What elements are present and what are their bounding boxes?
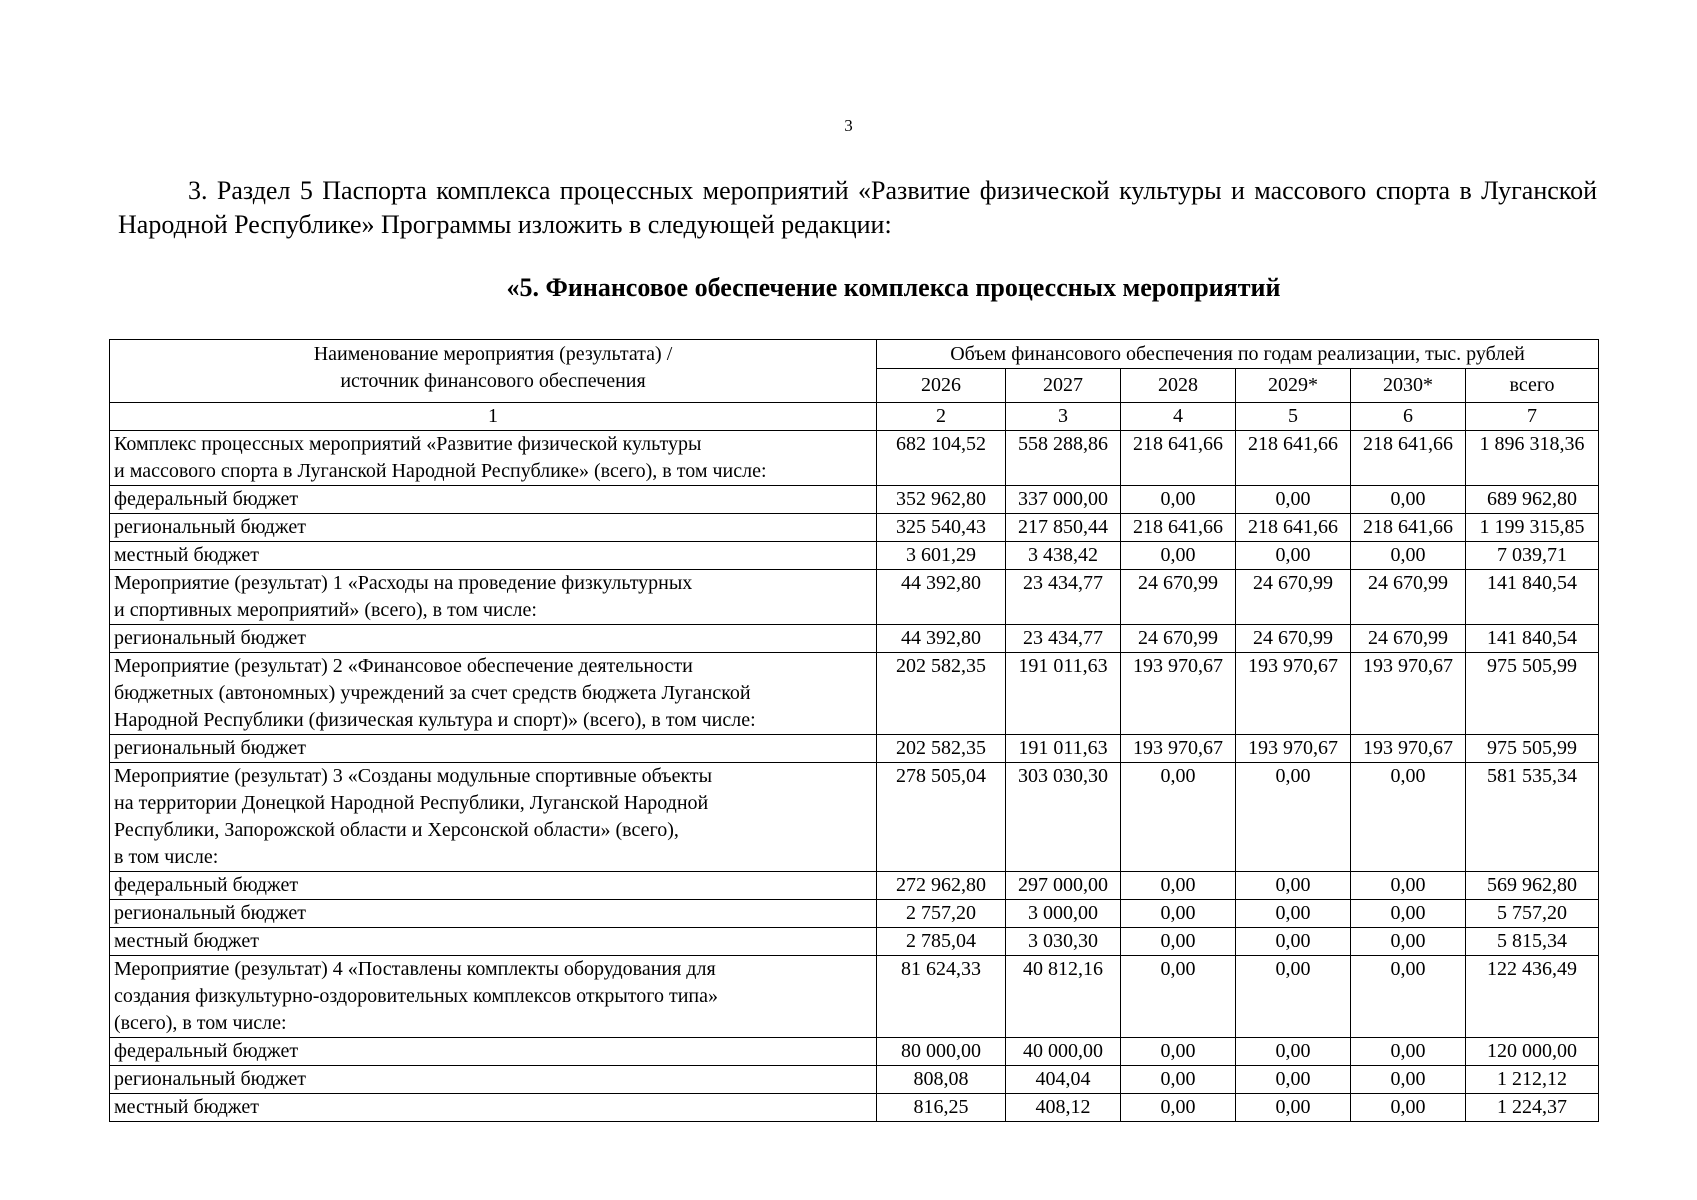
volume-header: Объем финансового обеспечения по годам реализации, тыс. рублей xyxy=(877,340,1599,369)
column-number: 2 xyxy=(877,403,1006,431)
row-value: 0,00 xyxy=(1121,542,1236,570)
table-row xyxy=(110,735,1599,763)
row-value: 1 896 318,36 xyxy=(1466,431,1599,486)
row-name xyxy=(110,1066,877,1094)
row-name-line: местный бюджет xyxy=(114,544,259,566)
table-row xyxy=(110,486,1599,514)
page-number: 3 xyxy=(844,116,853,135)
row-value: 303 030,30 xyxy=(1006,763,1121,872)
table-row xyxy=(110,1094,1599,1122)
row-value: 191 011,63 xyxy=(1006,735,1121,763)
row-name-line: в том числе: xyxy=(114,846,219,868)
table-row xyxy=(110,570,1599,625)
row-value: 141 840,54 xyxy=(1466,625,1599,653)
row-value: 278 505,04 xyxy=(877,763,1006,872)
row-value: 218 641,66 xyxy=(1236,431,1351,486)
row-value: 193 970,67 xyxy=(1236,735,1351,763)
row-value: 0,00 xyxy=(1351,928,1466,956)
row-value: 689 962,80 xyxy=(1466,486,1599,514)
row-name-line: региональный бюджет xyxy=(114,627,306,649)
row-value: 682 104,52 xyxy=(877,431,1006,486)
row-value: 81 624,33 xyxy=(877,956,1006,1038)
row-value: 975 505,99 xyxy=(1466,735,1599,763)
row-value: 217 850,44 xyxy=(1006,514,1121,542)
row-value: 5 757,20 xyxy=(1466,900,1599,928)
row-value: 0,00 xyxy=(1121,956,1236,1038)
table-row xyxy=(110,625,1599,653)
row-value: 0,00 xyxy=(1351,1066,1466,1094)
row-value: 218 641,66 xyxy=(1121,514,1236,542)
table-row xyxy=(110,956,1599,1038)
row-value: 218 641,66 xyxy=(1236,514,1351,542)
row-value: 1 212,12 xyxy=(1466,1066,1599,1094)
row-name xyxy=(110,1094,877,1122)
row-value: 23 434,77 xyxy=(1006,570,1121,625)
row-value: 0,00 xyxy=(1351,956,1466,1038)
row-name-line: создания физкультурно-оздоровительных комплексов открытого типа» xyxy=(114,985,719,1007)
row-value: 0,00 xyxy=(1236,900,1351,928)
row-name xyxy=(110,486,877,514)
row-value: 975 505,99 xyxy=(1466,653,1599,735)
row-value: 193 970,67 xyxy=(1121,735,1236,763)
row-value: 44 392,80 xyxy=(877,570,1006,625)
row-name-line: региональный бюджет xyxy=(114,1068,306,1090)
row-name-line: региональный бюджет xyxy=(114,902,306,924)
table-row xyxy=(110,542,1599,570)
row-value: 808,08 xyxy=(877,1066,1006,1094)
year-header: 2026 xyxy=(877,369,1006,403)
header-row-top xyxy=(110,340,1599,369)
row-value: 7 039,71 xyxy=(1466,542,1599,570)
row-value: 191 011,63 xyxy=(1006,653,1121,735)
row-value: 0,00 xyxy=(1351,900,1466,928)
row-value: 193 970,67 xyxy=(1236,653,1351,735)
row-value: 2 757,20 xyxy=(877,900,1006,928)
table-row xyxy=(110,514,1599,542)
row-name-line: местный бюджет xyxy=(114,930,259,952)
row-name xyxy=(110,542,877,570)
row-value: 1 224,37 xyxy=(1466,1094,1599,1122)
intro-paragraph: 3. Раздел 5 Паспорта комплекса процессных мероприятий «Развитие физической культуры и массового спорта в Луганской Народной Республике» Программы изложить в следующей редакции: xyxy=(118,176,1597,239)
row-name xyxy=(110,763,877,872)
row-value: 193 970,67 xyxy=(1121,653,1236,735)
row-name xyxy=(110,928,877,956)
row-value: 0,00 xyxy=(1236,542,1351,570)
row-value: 1 199 315,85 xyxy=(1466,514,1599,542)
table-row xyxy=(110,928,1599,956)
row-value: 352 962,80 xyxy=(877,486,1006,514)
table-row xyxy=(110,763,1599,872)
column-number: 4 xyxy=(1121,403,1236,431)
year-header: 2027 xyxy=(1006,369,1121,403)
financing-table xyxy=(109,339,1599,1122)
row-value: 0,00 xyxy=(1236,1066,1351,1094)
table-row xyxy=(110,653,1599,735)
row-value: 0,00 xyxy=(1236,1038,1351,1066)
row-value: 325 540,43 xyxy=(877,514,1006,542)
row-name-line: на территории Донецкой Народной Республики, Луганской Народной xyxy=(114,792,709,814)
row-value: 0,00 xyxy=(1351,1038,1466,1066)
row-value: 569 962,80 xyxy=(1466,872,1599,900)
row-value: 0,00 xyxy=(1236,872,1351,900)
row-value: 3 030,30 xyxy=(1006,928,1121,956)
row-value: 0,00 xyxy=(1236,956,1351,1038)
row-name xyxy=(110,653,877,735)
row-value: 193 970,67 xyxy=(1351,653,1466,735)
column-number-row xyxy=(110,403,1599,431)
row-name xyxy=(110,431,877,486)
row-value: 3 438,42 xyxy=(1006,542,1121,570)
row-name-line: федеральный бюджет xyxy=(114,1040,299,1062)
row-name-line: федеральный бюджет xyxy=(114,488,299,510)
row-value: 0,00 xyxy=(1351,872,1466,900)
row-name-line: Мероприятие (результат) 3 «Созданы модульные спортивные объекты xyxy=(114,765,713,787)
table-row xyxy=(110,1066,1599,1094)
row-name-line: федеральный бюджет xyxy=(114,874,299,896)
row-value: 24 670,99 xyxy=(1121,625,1236,653)
row-value: 0,00 xyxy=(1236,928,1351,956)
row-name xyxy=(110,1038,877,1066)
row-name xyxy=(110,570,877,625)
row-value: 0,00 xyxy=(1121,900,1236,928)
column-number: 7 xyxy=(1466,403,1599,431)
row-name-line: Мероприятие (результат) 1 «Расходы на проведение физкультурных xyxy=(114,572,693,594)
row-name xyxy=(110,735,877,763)
row-name-line: Комплекс процессных мероприятий «Развитие физической культуры xyxy=(114,433,702,455)
row-value: 3 601,29 xyxy=(877,542,1006,570)
row-value: 193 970,67 xyxy=(1351,735,1466,763)
row-value: 24 670,99 xyxy=(1351,625,1466,653)
row-value: 0,00 xyxy=(1121,486,1236,514)
year-header: всего xyxy=(1466,369,1599,403)
row-name-line: Республики, Запорожской области и Херсонской области» (всего), xyxy=(114,819,679,841)
row-value: 0,00 xyxy=(1121,1094,1236,1122)
row-name-line: Народной Республики (физическая культура и спорт)» (всего), в том числе: xyxy=(114,709,756,731)
name-column-header xyxy=(110,340,877,403)
row-value: 202 582,35 xyxy=(877,735,1006,763)
row-value: 218 641,66 xyxy=(1351,514,1466,542)
row-value: 24 670,99 xyxy=(1351,570,1466,625)
row-value: 24 670,99 xyxy=(1236,625,1351,653)
row-value: 0,00 xyxy=(1351,542,1466,570)
row-value: 40 812,16 xyxy=(1006,956,1121,1038)
row-name-line: бюджетных (автономных) учреждений за счет средств бюджета Луганской xyxy=(114,682,751,704)
row-value: 0,00 xyxy=(1121,928,1236,956)
row-value: 0,00 xyxy=(1351,486,1466,514)
row-name-line: и массового спорта в Луганской Народной Республике» (всего), в том числе: xyxy=(114,460,767,482)
row-value: 816,25 xyxy=(877,1094,1006,1122)
row-value: 23 434,77 xyxy=(1006,625,1121,653)
row-name-line: (всего), в том числе: xyxy=(114,1012,287,1034)
row-value: 0,00 xyxy=(1236,1094,1351,1122)
row-name xyxy=(110,872,877,900)
row-name-line: Мероприятие (результат) 2 «Финансовое обеспечение деятельности xyxy=(114,655,693,677)
row-value: 122 436,49 xyxy=(1466,956,1599,1038)
table-row xyxy=(110,431,1599,486)
column-number: 5 xyxy=(1236,403,1351,431)
row-name xyxy=(110,956,877,1038)
row-name xyxy=(110,514,877,542)
row-value: 141 840,54 xyxy=(1466,570,1599,625)
row-value: 0,00 xyxy=(1121,1066,1236,1094)
row-name-line: местный бюджет xyxy=(114,1096,259,1118)
row-value: 272 962,80 xyxy=(877,872,1006,900)
row-value: 3 000,00 xyxy=(1006,900,1121,928)
row-name xyxy=(110,625,877,653)
year-header: 2030* xyxy=(1351,369,1466,403)
name-header-line2: источник финансового обеспечения xyxy=(340,370,646,392)
row-value: 0,00 xyxy=(1236,486,1351,514)
row-value: 297 000,00 xyxy=(1006,872,1121,900)
row-value: 0,00 xyxy=(1351,1094,1466,1122)
row-value: 0,00 xyxy=(1351,763,1466,872)
row-value: 24 670,99 xyxy=(1121,570,1236,625)
table-row xyxy=(110,900,1599,928)
year-header: 2028 xyxy=(1121,369,1236,403)
column-number: 3 xyxy=(1006,403,1121,431)
row-value: 558 288,86 xyxy=(1006,431,1121,486)
row-value: 24 670,99 xyxy=(1236,570,1351,625)
row-value: 404,04 xyxy=(1006,1066,1121,1094)
column-number: 1 xyxy=(110,403,877,431)
row-value: 408,12 xyxy=(1006,1094,1121,1122)
row-value: 0,00 xyxy=(1121,1038,1236,1066)
row-name-line: региональный бюджет xyxy=(114,516,306,538)
row-value: 2 785,04 xyxy=(877,928,1006,956)
row-name-line: региональный бюджет xyxy=(114,737,306,759)
row-name-line: Мероприятие (результат) 4 «Поставлены комплекты оборудования для xyxy=(114,958,716,980)
table-row xyxy=(110,872,1599,900)
row-value: 120 000,00 xyxy=(1466,1038,1599,1066)
row-value: 44 392,80 xyxy=(877,625,1006,653)
column-number: 6 xyxy=(1351,403,1466,431)
table-body xyxy=(110,431,1599,1122)
row-value: 218 641,66 xyxy=(1351,431,1466,486)
row-name xyxy=(110,900,877,928)
row-name-line: и спортивных мероприятий» (всего), в том числе: xyxy=(114,599,537,621)
row-value: 581 535,34 xyxy=(1466,763,1599,872)
section-heading: «5. Финансовое обеспечение комплекса процессных мероприятий xyxy=(506,273,1281,302)
row-value: 80 000,00 xyxy=(877,1038,1006,1066)
row-value: 218 641,66 xyxy=(1121,431,1236,486)
row-value: 40 000,00 xyxy=(1006,1038,1121,1066)
row-value: 0,00 xyxy=(1121,763,1236,872)
row-value: 337 000,00 xyxy=(1006,486,1121,514)
row-value: 0,00 xyxy=(1236,763,1351,872)
year-header: 2029* xyxy=(1236,369,1351,403)
row-value: 5 815,34 xyxy=(1466,928,1599,956)
row-value: 0,00 xyxy=(1121,872,1236,900)
name-header-line1: Наименование мероприятия (результата) / xyxy=(313,343,673,365)
table-row xyxy=(110,1038,1599,1066)
row-value: 202 582,35 xyxy=(877,653,1006,735)
